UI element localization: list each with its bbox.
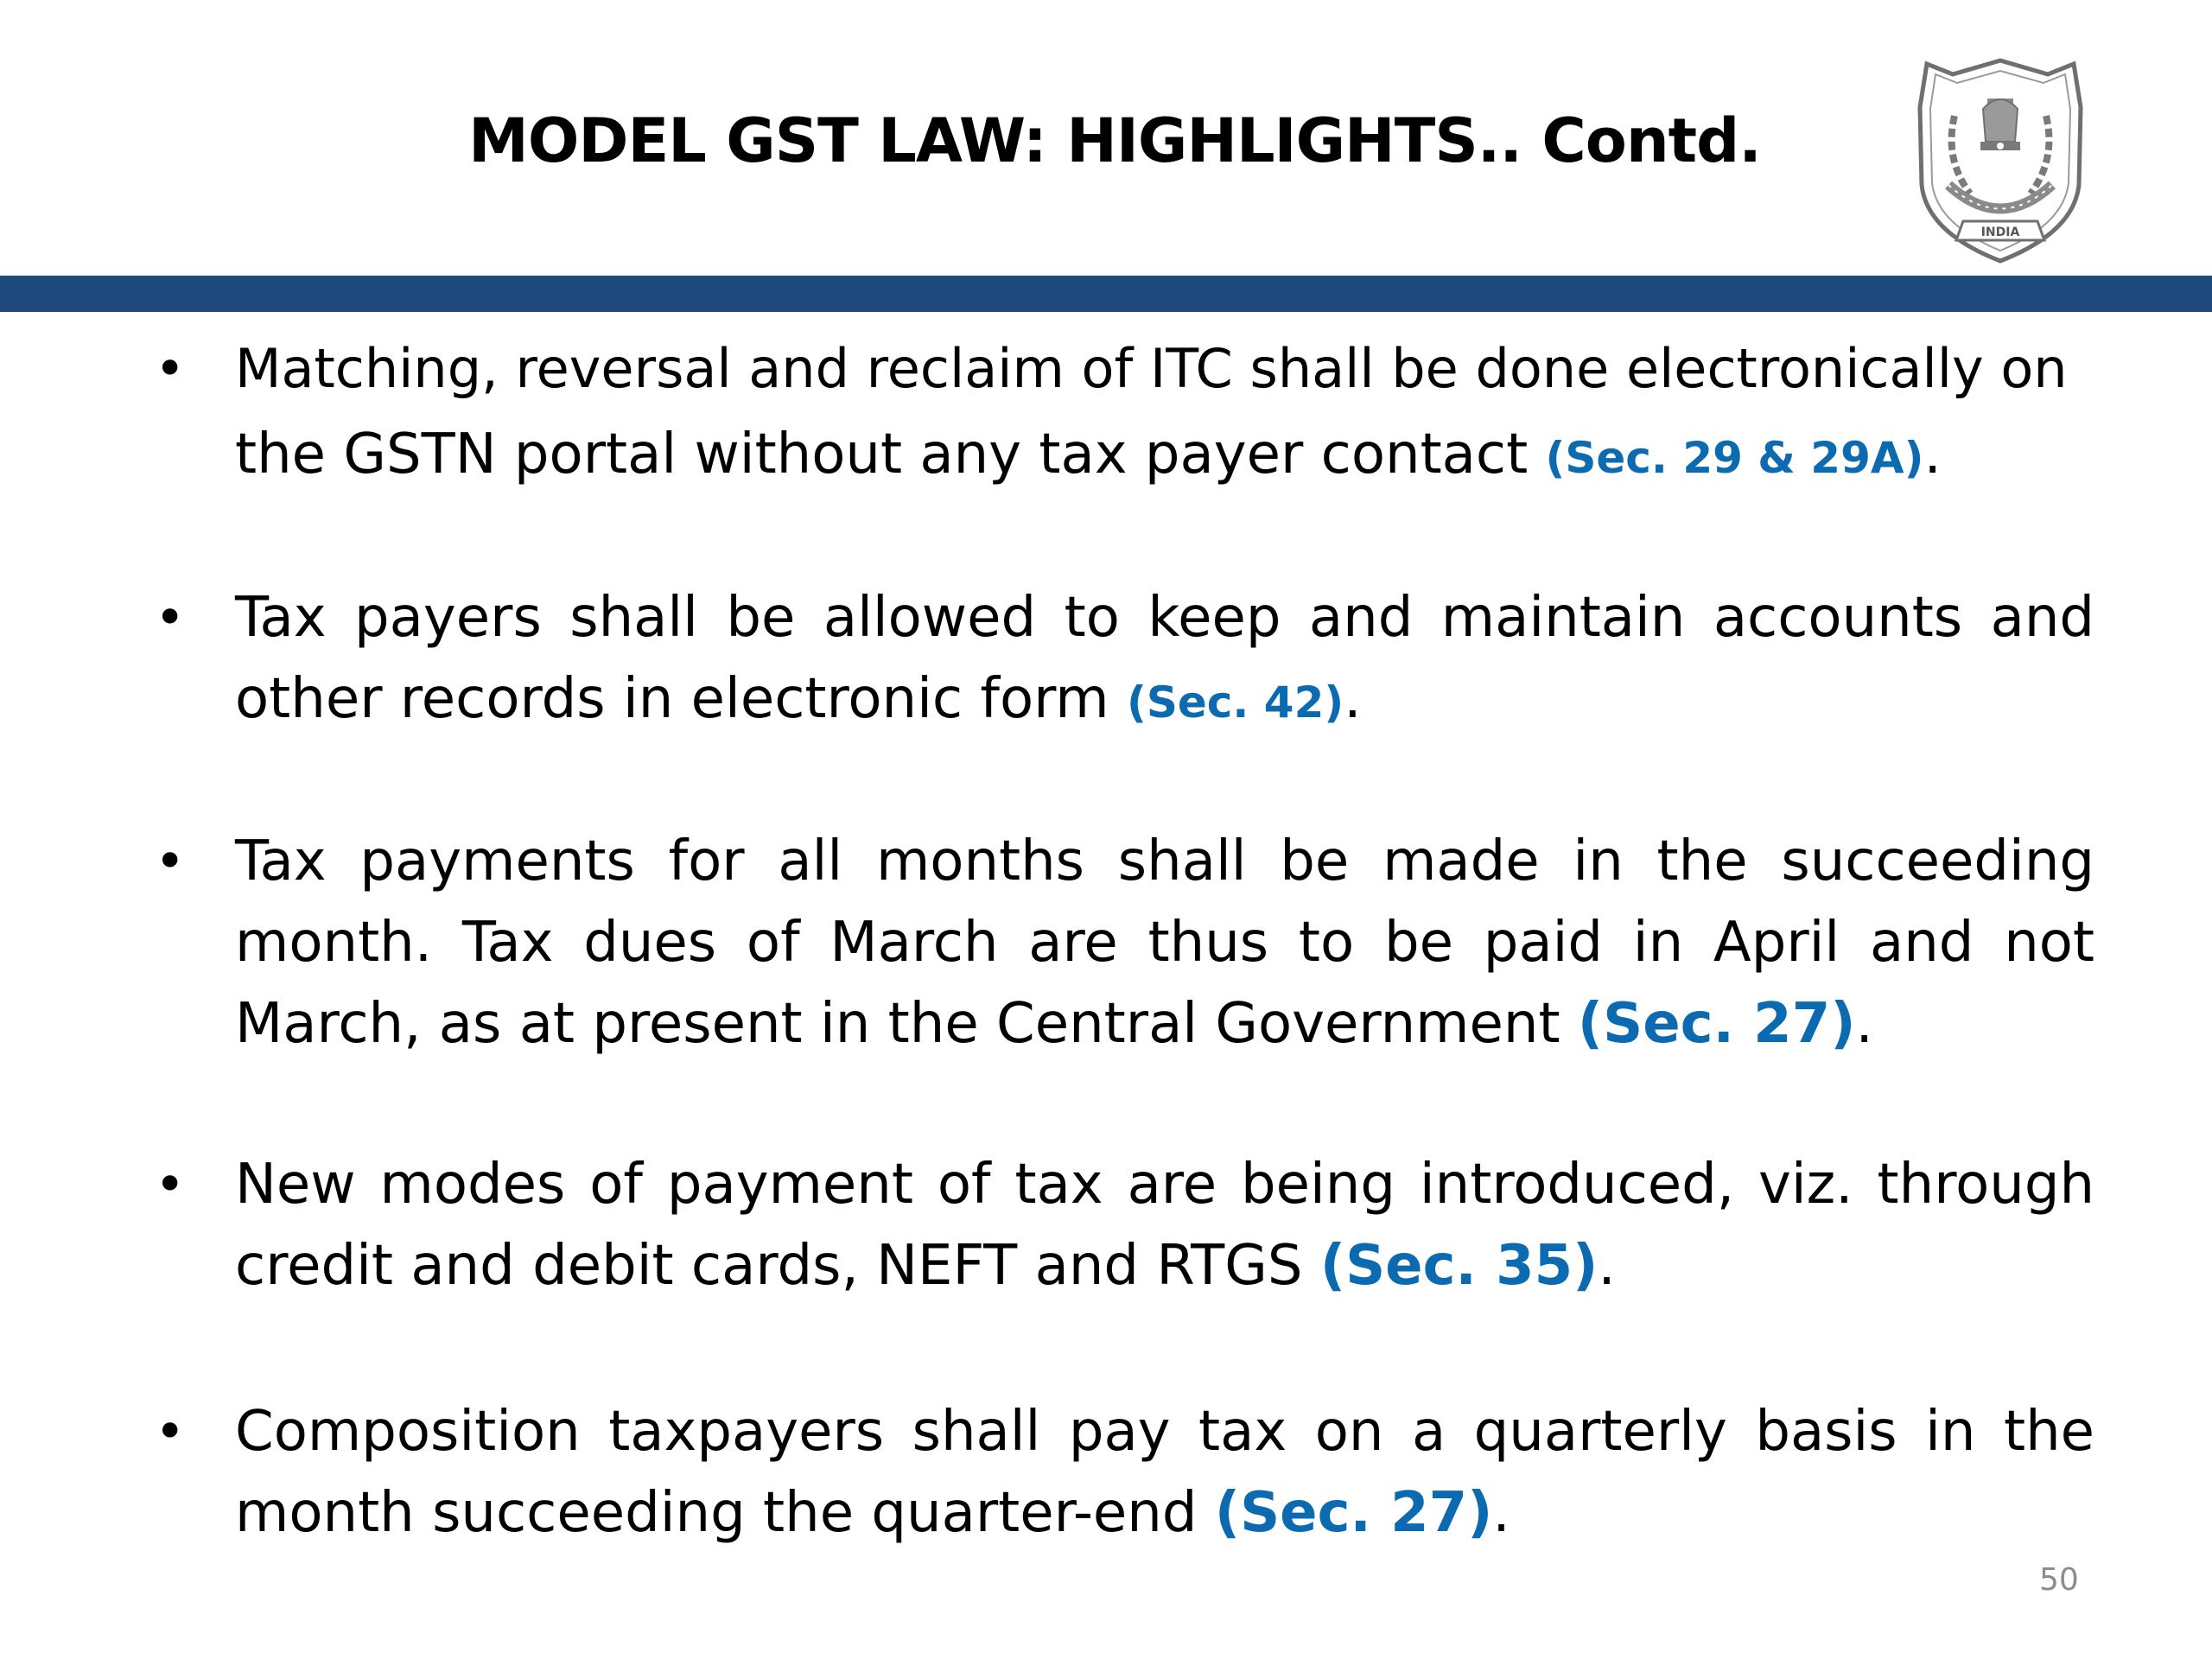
bullet-line [235, 983, 2094, 1065]
bullet-text: March, as at present in the Central Government [235, 992, 1578, 1056]
bullet-item [155, 577, 2094, 740]
section-reference: (Sec. 27) [1214, 1481, 1493, 1545]
bullet-end: . [1344, 667, 1362, 731]
bullet-symbol: • [155, 831, 186, 892]
page-number: 50 [2039, 1562, 2079, 1598]
bullet-text: credit and debit cards, NEFT and RTGS [235, 1234, 1320, 1298]
bullet-line: Tax payers shall be allowed to keep and maintain accounts and [235, 586, 2094, 650]
bullet-item [155, 328, 2094, 499]
section-reference: (Sec. 27) [1577, 992, 1856, 1056]
bullet-line [235, 1225, 2094, 1306]
bullet-symbol: • [155, 339, 186, 399]
emblem-ribbon-text: INDIA [1980, 226, 2020, 239]
bullet-end: . [1492, 1481, 1510, 1545]
section-reference: (Sec. 42) [1126, 677, 1344, 728]
section-reference: (Sec. 29 & 29A) [1545, 433, 1924, 483]
bullet-end: . [1598, 1234, 1616, 1298]
bullet-symbol: • [155, 1154, 186, 1215]
bullet-text: month succeeding the quarter-end [235, 1481, 1215, 1545]
bullet-line: month. Tax dues of March are thus to be paid in April and not [235, 911, 2094, 975]
bullet-item [155, 1391, 2094, 1554]
bullet-line [235, 658, 2094, 740]
bullet-symbol: • [155, 588, 186, 648]
bullet-line: New modes of payment of tax are being introduced, viz. through [235, 1153, 2094, 1217]
bullet-line [235, 1472, 2094, 1554]
header-bar [0, 276, 2212, 312]
bullet-line: Tax payments for all months shall be made in the succeeding [235, 830, 2094, 893]
bullet-text: the GSTN portal without any tax payer contact [235, 423, 1546, 486]
bullet-text: other records in electronic form [235, 667, 1127, 731]
slide-title: MODEL GST LAW: HIGHLIGHTS.. Contd. [468, 105, 1761, 176]
bullet-item [155, 1144, 2094, 1306]
bullet-item [155, 821, 2094, 1065]
bullet-line [235, 410, 2094, 499]
bullet-symbol: • [155, 1402, 186, 1462]
bullet-line: Matching, reversal and reclaim of ITC shall be done electronically on [235, 337, 2068, 400]
bullet-end: . [1855, 992, 1873, 1056]
cbec-emblem-icon [1910, 55, 2091, 267]
section-reference: (Sec. 35) [1319, 1234, 1599, 1298]
bullet-line: Composition taxpayers shall pay tax on a quarterly basis in the [235, 1400, 2094, 1464]
bullet-end: . [1923, 423, 1942, 486]
